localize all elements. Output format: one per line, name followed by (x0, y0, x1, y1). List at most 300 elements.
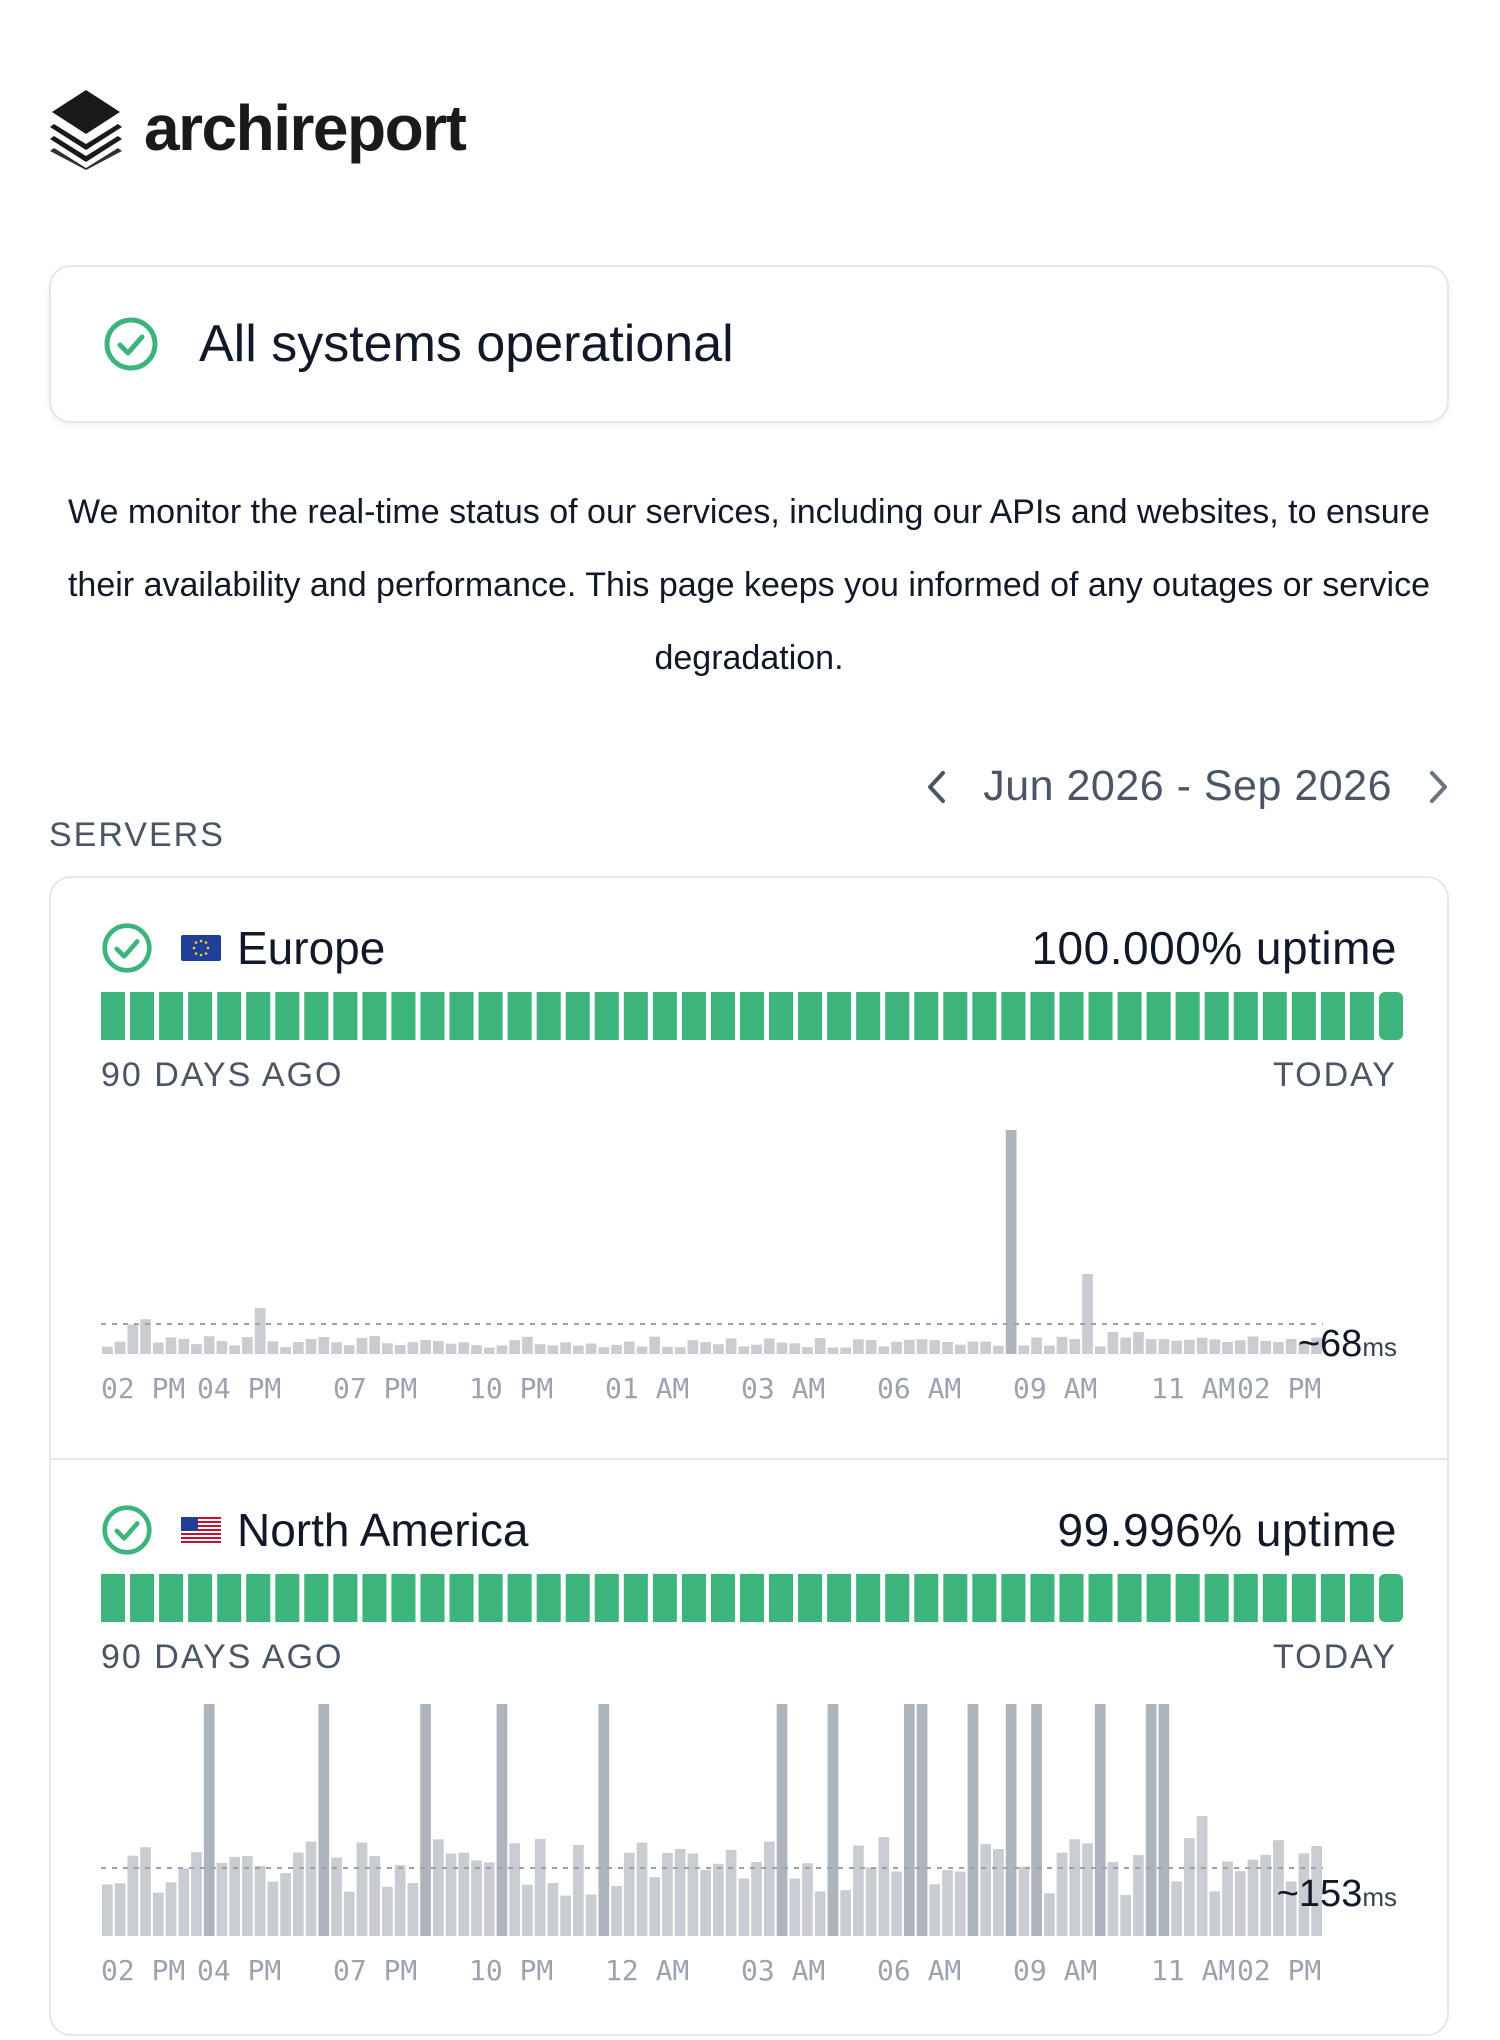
uptime-segment[interactable] (275, 1574, 299, 1622)
uptime-segment[interactable] (1059, 1574, 1083, 1622)
latency-bar[interactable] (777, 1704, 788, 1936)
latency-bar[interactable] (560, 1342, 571, 1354)
latency-bar[interactable] (700, 1870, 711, 1936)
latency-bar[interactable] (369, 1336, 380, 1354)
latency-bar[interactable] (649, 1337, 660, 1354)
eu-flag-icon (181, 935, 221, 961)
latency-bar[interactable] (548, 1345, 559, 1354)
latency-bar[interactable] (980, 1844, 991, 1936)
uptime-segment[interactable] (1205, 992, 1229, 1040)
stacked-layers-icon (48, 86, 124, 170)
uptime-segment[interactable] (711, 992, 735, 1040)
uptime-segment[interactable] (1292, 992, 1316, 1040)
latency-bar[interactable] (178, 1868, 189, 1936)
latency-bar[interactable] (1082, 1843, 1093, 1936)
uptime-segment[interactable] (1176, 992, 1200, 1040)
latency-bar[interactable] (866, 1340, 877, 1354)
latency-bar[interactable] (191, 1852, 202, 1936)
uptime-segment[interactable] (333, 1574, 357, 1622)
latency-bar[interactable] (255, 1308, 266, 1354)
latency-bar[interactable] (675, 1849, 686, 1936)
uptime-segment[interactable] (275, 992, 299, 1040)
latency-bar[interactable] (1197, 1338, 1208, 1354)
latency-bar[interactable] (700, 1342, 711, 1354)
latency-bar[interactable] (433, 1839, 444, 1936)
latency-bar[interactable] (751, 1862, 762, 1936)
uptime-segment[interactable] (943, 1574, 967, 1622)
uptime-segment[interactable] (769, 992, 793, 1040)
uptime-segment[interactable] (740, 1574, 764, 1622)
latency-bar[interactable] (1260, 1341, 1271, 1354)
uptime-segment[interactable] (537, 1574, 561, 1622)
latency-bar[interactable] (662, 1347, 673, 1354)
time-tick-label: 02 PM (101, 1372, 186, 1405)
latency-bar[interactable] (1146, 1339, 1157, 1354)
latency-bar[interactable] (1222, 1861, 1233, 1936)
uptime-segment[interactable] (856, 1574, 880, 1622)
latency-bar[interactable] (726, 1338, 737, 1354)
latency-bar[interactable] (535, 1344, 546, 1354)
latency-bar[interactable] (458, 1342, 469, 1354)
uptime-segment[interactable] (1176, 1574, 1200, 1622)
latency-bar[interactable] (878, 1837, 889, 1936)
server-north-america (51, 1458, 1447, 2040)
uptime-segment[interactable] (595, 1574, 619, 1622)
latency-bar[interactable] (891, 1871, 902, 1936)
latency-bar[interactable] (1019, 1867, 1030, 1936)
latency-bar[interactable] (980, 1342, 991, 1354)
latency-bar[interactable] (242, 1337, 253, 1354)
latency-bar[interactable] (471, 1860, 482, 1936)
latency-bar[interactable] (929, 1340, 940, 1354)
uptime-segment[interactable] (682, 992, 706, 1040)
latency-bar[interactable] (1069, 1339, 1080, 1354)
latency-bar[interactable] (598, 1704, 609, 1936)
latency-bar[interactable] (280, 1873, 291, 1936)
latency-bar[interactable] (484, 1348, 495, 1354)
latency-bar[interactable] (1095, 1704, 1106, 1936)
latency-chart (101, 1110, 1403, 1354)
latency-bar[interactable] (1248, 1336, 1259, 1354)
latency-bar[interactable] (828, 1347, 839, 1354)
latency-bar[interactable] (586, 1343, 597, 1354)
uptime-segment[interactable] (1234, 1574, 1258, 1622)
uptime-segment[interactable] (1205, 1574, 1229, 1622)
latency-bar[interactable] (497, 1704, 508, 1936)
time-tick-label: 12 AM (605, 1954, 690, 1987)
latency-bar[interactable] (573, 1346, 584, 1354)
latency-time-axis (101, 1954, 1351, 1994)
time-tick-label: 09 AM (1013, 1372, 1098, 1405)
latency-bar[interactable] (166, 1882, 177, 1936)
latency-bar[interactable] (395, 1345, 406, 1354)
uptime-segment[interactable] (682, 1574, 706, 1622)
uptime-segment[interactable] (624, 992, 648, 1040)
latency-bar[interactable] (102, 1885, 113, 1936)
uptime-segment[interactable] (1321, 1574, 1345, 1622)
latency-bar[interactable] (420, 1704, 431, 1936)
latency-bar[interactable] (1133, 1332, 1144, 1354)
latency-value: ~68 (1297, 1323, 1363, 1365)
uptime-segment[interactable] (101, 992, 125, 1040)
uptime-segment[interactable] (391, 1574, 415, 1622)
latency-bar[interactable] (293, 1853, 304, 1936)
latency-bar[interactable] (217, 1341, 228, 1354)
latency-bar[interactable] (1031, 1338, 1042, 1354)
date-range-label: Jun 2026 - Sep 2026 (983, 762, 1392, 810)
uptime-segment[interactable] (1292, 1574, 1316, 1622)
latency-bar[interactable] (904, 1704, 915, 1936)
latency-bar[interactable] (637, 1347, 648, 1354)
latency-bar[interactable] (344, 1345, 355, 1354)
latency-bar[interactable] (1120, 1338, 1131, 1354)
latency-bar[interactable] (688, 1853, 699, 1936)
uptime-segment[interactable] (420, 1574, 444, 1622)
uptime-segment[interactable] (827, 992, 851, 1040)
uptime-segment[interactable] (566, 992, 590, 1040)
uptime-segment[interactable] (130, 992, 154, 1040)
latency-bar[interactable] (1108, 1862, 1119, 1936)
latency-bar[interactable] (509, 1843, 520, 1936)
latency-bar[interactable] (267, 1882, 278, 1936)
latency-bar[interactable] (1159, 1339, 1170, 1354)
latency-bar[interactable] (420, 1340, 431, 1354)
latency-bar[interactable] (382, 1887, 393, 1936)
latency-bar[interactable] (1171, 1881, 1182, 1936)
brand-name: archireport (144, 92, 466, 164)
latency-bar[interactable] (968, 1704, 979, 1936)
latency-bar[interactable] (840, 1347, 851, 1354)
time-tick-label: 01 AM (605, 1372, 690, 1405)
uptime-segment[interactable] (304, 992, 328, 1040)
latency-bar[interactable] (802, 1863, 813, 1936)
latency-bar[interactable] (611, 1345, 622, 1354)
latency-bar[interactable] (917, 1339, 928, 1354)
servers-card (49, 876, 1449, 2036)
latency-bar[interactable] (751, 1345, 762, 1354)
latency-bar[interactable] (395, 1865, 406, 1936)
uptime-segment[interactable] (217, 1574, 241, 1622)
latency-bar[interactable] (738, 1879, 749, 1936)
uptime-segment[interactable] (1263, 1574, 1287, 1622)
latency-bar[interactable] (624, 1342, 635, 1354)
latency-bar[interactable] (166, 1337, 177, 1354)
latency-bar[interactable] (140, 1847, 151, 1936)
uptime-segment[interactable] (798, 992, 822, 1040)
latency-bar[interactable] (1197, 1816, 1208, 1936)
latency-bar[interactable] (1031, 1704, 1042, 1936)
latency-bar[interactable] (127, 1325, 138, 1354)
latency-bar[interactable] (1108, 1332, 1119, 1354)
latency-bar[interactable] (917, 1704, 928, 1936)
uptime-segment[interactable] (972, 992, 996, 1040)
latency-bar[interactable] (446, 1344, 457, 1354)
server-header (101, 918, 1397, 978)
latency-bar[interactable] (382, 1343, 393, 1354)
latency-bar[interactable] (891, 1342, 902, 1354)
uptime-segment[interactable] (362, 992, 386, 1040)
server-header (101, 1500, 1397, 1560)
time-tick-label: 11 AM (1151, 1954, 1236, 1987)
uptime-segment[interactable] (1321, 992, 1345, 1040)
latency-bar[interactable] (293, 1342, 304, 1354)
uptime-segment[interactable] (1001, 992, 1025, 1040)
latency-bar[interactable] (331, 1342, 342, 1354)
latency-bar[interactable] (853, 1339, 864, 1354)
latency-bar[interactable] (204, 1704, 215, 1936)
latency-bar[interactable] (1146, 1704, 1157, 1936)
latency-bar[interactable] (331, 1858, 342, 1936)
latency-bar[interactable] (153, 1893, 164, 1936)
latency-bar[interactable] (115, 1883, 126, 1936)
uptime-segment[interactable] (653, 992, 677, 1040)
server-name: North America (237, 1504, 529, 1556)
latency-bar[interactable] (1044, 1893, 1055, 1936)
uptime-segment[interactable] (508, 992, 532, 1040)
latency-value: ~153 (1276, 1873, 1363, 1915)
latency-bar[interactable] (713, 1864, 724, 1936)
chevron-right-icon[interactable] (1426, 767, 1452, 807)
uptime-bar-labels (101, 1056, 1397, 1095)
latency-bar[interactable] (318, 1337, 329, 1354)
uptime-segment[interactable] (450, 992, 474, 1040)
latency-bar[interactable] (1082, 1274, 1093, 1354)
latency-bar[interactable] (828, 1704, 839, 1936)
uptime-segment[interactable] (1379, 1574, 1403, 1622)
latency-bar[interactable] (904, 1340, 915, 1354)
latency-bar[interactable] (1095, 1346, 1106, 1354)
latency-bar[interactable] (1209, 1339, 1220, 1354)
latency-bar[interactable] (649, 1877, 660, 1936)
uptime-segment[interactable] (508, 1574, 532, 1622)
latency-bar[interactable] (942, 1342, 953, 1354)
uptime-segment[interactable] (188, 992, 212, 1040)
latency-bar[interactable] (344, 1892, 355, 1936)
uptime-segment[interactable] (159, 1574, 183, 1622)
uptime-segment[interactable] (914, 992, 938, 1040)
latency-bar[interactable] (433, 1341, 444, 1354)
latency-bar[interactable] (777, 1343, 788, 1354)
latency-bar[interactable] (586, 1894, 597, 1936)
latency-bar[interactable] (738, 1346, 749, 1354)
latency-bar[interactable] (509, 1340, 520, 1354)
latency-bar[interactable] (191, 1344, 202, 1354)
latency-bar[interactable] (153, 1343, 164, 1354)
uptime-segment[interactable] (711, 1574, 735, 1622)
latency-bar[interactable] (993, 1849, 1004, 1936)
uptime-segment[interactable] (1350, 992, 1374, 1040)
latency-bar[interactable] (408, 1883, 419, 1936)
latency-bar[interactable] (178, 1339, 189, 1354)
latency-bar[interactable] (471, 1345, 482, 1354)
latency-bar[interactable] (1019, 1345, 1030, 1354)
time-tick-label: 06 AM (877, 1954, 962, 1987)
uptime-segment[interactable] (827, 1574, 851, 1622)
uptime-segment[interactable] (1147, 1574, 1171, 1622)
latency-bar[interactable] (115, 1342, 126, 1354)
uptime-segment[interactable] (769, 1574, 793, 1622)
latency-bar[interactable] (229, 1345, 240, 1354)
latency-bar[interactable] (611, 1886, 622, 1936)
uptime-segment[interactable] (304, 1574, 328, 1622)
latency-bar[interactable] (637, 1843, 648, 1936)
latency-bar[interactable] (993, 1346, 1004, 1354)
latency-bar[interactable] (789, 1343, 800, 1354)
latency-bar[interactable] (713, 1344, 724, 1354)
latency-bar[interactable] (1044, 1345, 1055, 1354)
chevron-left-icon[interactable] (923, 767, 949, 807)
overall-status-title: All systems operational (199, 315, 734, 373)
uptime-segment[interactable] (1059, 992, 1083, 1040)
uptime-segment[interactable] (972, 1574, 996, 1622)
latency-bar[interactable] (458, 1853, 469, 1936)
latency-bar[interactable] (1069, 1839, 1080, 1936)
latency-bar[interactable] (1184, 1340, 1195, 1354)
latency-bar[interactable] (840, 1890, 851, 1936)
uptime-segment[interactable] (1089, 1574, 1113, 1622)
latency-bar[interactable] (929, 1884, 940, 1936)
latency-bar[interactable] (1159, 1704, 1170, 1936)
latency-bar[interactable] (968, 1342, 979, 1354)
latency-bar[interactable] (942, 1870, 953, 1936)
uptime-segment[interactable] (1001, 1574, 1025, 1622)
latency-bar[interactable] (306, 1842, 317, 1936)
latency-bar[interactable] (878, 1346, 889, 1354)
uptime-segment[interactable] (885, 1574, 909, 1622)
latency-bar[interactable] (522, 1337, 533, 1354)
latency-bar[interactable] (497, 1345, 508, 1354)
latency-bar[interactable] (1286, 1339, 1297, 1354)
uptime-segment[interactable] (391, 992, 415, 1040)
latency-bar[interactable] (102, 1347, 113, 1354)
uptime-segment[interactable] (566, 1574, 590, 1622)
uptime-segment[interactable] (130, 1574, 154, 1622)
latency-bar[interactable] (1184, 1838, 1195, 1936)
latency-bar[interactable] (853, 1846, 864, 1936)
uptime-segment[interactable] (479, 992, 503, 1040)
latency-bar[interactable] (1235, 1871, 1246, 1936)
latency-bar[interactable] (675, 1347, 686, 1354)
uptime-segment[interactable] (595, 992, 619, 1040)
latency-bar[interactable] (217, 1863, 228, 1936)
latency-bar[interactable] (357, 1843, 368, 1936)
brand-logo[interactable] (48, 86, 465, 170)
uptime-segment[interactable] (1118, 992, 1142, 1040)
latency-bar[interactable] (1209, 1891, 1220, 1936)
uptime-segment[interactable] (653, 1574, 677, 1622)
uptime-segment[interactable] (159, 992, 183, 1040)
latency-bar[interactable] (573, 1845, 584, 1936)
time-tick-label: 10 PM (469, 1954, 554, 1987)
latency-bar[interactable] (726, 1850, 737, 1936)
latency-bar[interactable] (598, 1347, 609, 1354)
uptime-segment[interactable] (246, 992, 270, 1040)
latency-bar[interactable] (204, 1336, 215, 1354)
latency-bar[interactable] (255, 1866, 266, 1936)
uptime-segment[interactable] (1350, 1574, 1374, 1622)
latency-bar[interactable] (624, 1853, 635, 1936)
uptime-segment[interactable] (188, 1574, 212, 1622)
latency-bar[interactable] (1248, 1860, 1259, 1936)
uptime-segment[interactable] (798, 1574, 822, 1622)
time-tick-label: 11 AM (1151, 1372, 1236, 1405)
latency-bar[interactable] (522, 1885, 533, 1936)
uptime-segment[interactable] (885, 992, 909, 1040)
latency-bar[interactable] (1057, 1337, 1068, 1354)
latency-bar[interactable] (1120, 1895, 1131, 1936)
latency-bar[interactable] (535, 1839, 546, 1936)
uptime-segment[interactable] (217, 992, 241, 1040)
latency-bar[interactable] (955, 1345, 966, 1354)
latency-bar[interactable] (1171, 1341, 1182, 1354)
uptime-segment[interactable] (537, 992, 561, 1040)
latency-bar[interactable] (306, 1339, 317, 1354)
uptime-segment[interactable] (1147, 992, 1171, 1040)
latency-bar[interactable] (1006, 1130, 1017, 1354)
latency-bar[interactable] (548, 1883, 559, 1936)
latency-bar[interactable] (1006, 1704, 1017, 1936)
latency-bar[interactable] (866, 1867, 877, 1936)
uptime-segment[interactable] (1379, 992, 1403, 1040)
uptime-bar (101, 1574, 1403, 1622)
uptime-segment[interactable] (1089, 992, 1113, 1040)
server-uptime: 100.000% uptime (1031, 922, 1397, 974)
latency-bar[interactable] (408, 1342, 419, 1354)
latency-bar[interactable] (789, 1879, 800, 1936)
uptime-segment[interactable] (1030, 1574, 1054, 1622)
uptime-segment[interactable] (1118, 1574, 1142, 1622)
uptime-bar (101, 992, 1403, 1040)
uptime-segment[interactable] (856, 992, 880, 1040)
uptime-segment[interactable] (1263, 992, 1287, 1040)
uptime-segment[interactable] (420, 992, 444, 1040)
latency-bar[interactable] (1057, 1853, 1068, 1936)
uptime-segment[interactable] (450, 1574, 474, 1622)
uptime-segment[interactable] (943, 992, 967, 1040)
uptime-segment[interactable] (624, 1574, 648, 1622)
uptime-segment[interactable] (1030, 992, 1054, 1040)
latency-bar[interactable] (446, 1853, 457, 1936)
latency-bar[interactable] (662, 1853, 673, 1936)
latency-bar[interactable] (815, 1338, 826, 1354)
latency-bar[interactable] (357, 1338, 368, 1354)
server-europe (51, 878, 1447, 1458)
latency-bar[interactable] (280, 1347, 291, 1354)
latency-bar[interactable] (802, 1347, 813, 1354)
latency-bar[interactable] (484, 1862, 495, 1936)
uptime-segment[interactable] (333, 992, 357, 1040)
latency-bar[interactable] (1273, 1342, 1284, 1354)
latency-bar[interactable] (764, 1842, 775, 1937)
latency-bar[interactable] (318, 1704, 329, 1936)
latency-bar[interactable] (1235, 1340, 1246, 1354)
uptime-segment[interactable] (740, 992, 764, 1040)
uptime-segment[interactable] (101, 1574, 125, 1622)
section-label-servers: SERVERS (49, 816, 225, 854)
latency-bar[interactable] (1222, 1342, 1233, 1354)
latency-bar[interactable] (688, 1340, 699, 1354)
latency-bar[interactable] (955, 1872, 966, 1936)
latency-bar[interactable] (815, 1891, 826, 1936)
uptime-segment[interactable] (246, 1574, 270, 1622)
latency-bar[interactable] (764, 1338, 775, 1354)
uptime-segment[interactable] (914, 1574, 938, 1622)
uptime-segment[interactable] (1234, 992, 1258, 1040)
latency-bar[interactable] (560, 1896, 571, 1936)
uptime-segment[interactable] (362, 1574, 386, 1622)
uptime-segment[interactable] (479, 1574, 503, 1622)
latency-bar[interactable] (267, 1341, 278, 1354)
